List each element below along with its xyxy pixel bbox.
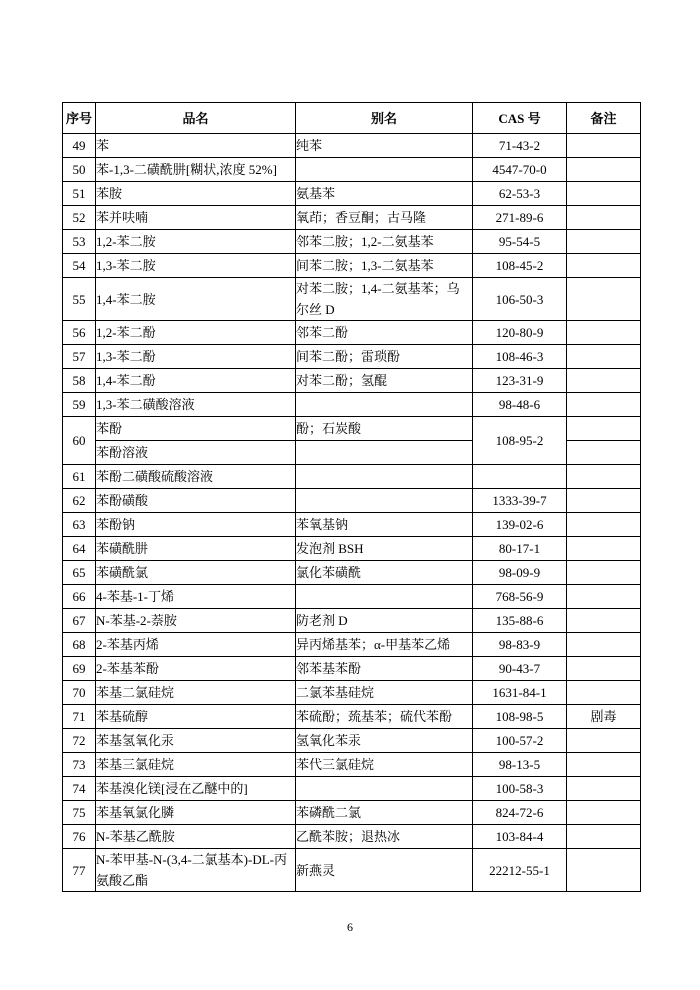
row-alias-cell: 纯苯 [296, 134, 473, 158]
row-cas-cell: 98-09-9 [473, 561, 567, 585]
table-row [63, 609, 641, 633]
table-row [63, 705, 641, 729]
row-cas-cell: 106-50-3 [473, 278, 567, 321]
row-no-cell: 55 [63, 278, 96, 321]
row-no-cell: 76 [63, 825, 96, 849]
header-cell-alias: 别名 [296, 103, 473, 134]
row-no-cell: 75 [63, 801, 96, 825]
row-name-cell: 苯酚钠 [96, 513, 296, 537]
chemicals-table [62, 102, 641, 892]
row-note-cell [567, 321, 641, 345]
row-no-cell: 51 [63, 182, 96, 206]
table-row [63, 561, 641, 585]
row-alias-cell: 异丙烯基苯；α-甲基苯乙烯 [296, 633, 473, 657]
row-alias-cell: 对苯二酚；氢醌 [296, 369, 473, 393]
row-name-cell: N-苯甲基-N-(3,4-二氯基本)-DL-丙氨酸乙酯 [96, 849, 296, 892]
row-no-cell: 72 [63, 729, 96, 753]
row-cas-cell: 824-72-6 [473, 801, 567, 825]
row-no-cell: 50 [63, 158, 96, 182]
row-cas-cell: 22212-55-1 [473, 849, 567, 892]
row-no-cell: 68 [63, 633, 96, 657]
row-no-cell: 61 [63, 465, 96, 489]
table-row [63, 537, 641, 561]
row-no-cell: 77 [63, 849, 96, 892]
row-alias-cell: 氢氧化苯汞 [296, 729, 473, 753]
table-row [63, 345, 641, 369]
row-note-cell [567, 393, 641, 417]
header-cell-cas: CAS 号 [473, 103, 567, 134]
row-cas-cell: 1631-84-1 [473, 681, 567, 705]
row-alias-cell [296, 585, 473, 609]
row-note-cell [567, 182, 641, 206]
row-no-cell: 52 [63, 206, 96, 230]
row-note-cell [567, 417, 641, 441]
row-cas-cell: 108-98-5 [473, 705, 567, 729]
page-number: 6 [347, 920, 353, 934]
row-cas-cell: 62-53-3 [473, 182, 567, 206]
row-name-cell: 2-苯基苯酚 [96, 657, 296, 681]
row-cas-cell: 139-02-6 [473, 513, 567, 537]
row-note-cell [567, 681, 641, 705]
table-row [63, 369, 641, 393]
row-cas-cell: 95-54-5 [473, 230, 567, 254]
row-alias-cell: 苯代三氯硅烷 [296, 753, 473, 777]
table-row [63, 254, 641, 278]
row-alias-cell: 苯氧基钠 [296, 513, 473, 537]
row-name-cell: 苯-1,3-二磺酰肼[糊状,浓度 52%] [96, 158, 296, 182]
row-cas-cell: 271-89-6 [473, 206, 567, 230]
row-name-cell: 苯酚磺酸 [96, 489, 296, 513]
row-note-cell [567, 657, 641, 681]
row-note-cell [567, 158, 641, 182]
row-cas-cell: 90-43-7 [473, 657, 567, 681]
row-cas-cell: 108-46-3 [473, 345, 567, 369]
row-note-cell [567, 561, 641, 585]
row-note-cell [567, 537, 641, 561]
table-row [63, 278, 641, 321]
row-note-cell [567, 729, 641, 753]
row-alias-cell [296, 777, 473, 801]
table-row [63, 393, 641, 417]
row-note-cell [567, 206, 641, 230]
row-note-cell [567, 753, 641, 777]
row-name-cell: 苯基硫醇 [96, 705, 296, 729]
row-cas-cell: 103-84-4 [473, 825, 567, 849]
header-row [63, 103, 641, 134]
table-row [63, 729, 641, 753]
row-note-cell [567, 230, 641, 254]
row-alias-cell: 氧茚；香豆酮；古马隆 [296, 206, 473, 230]
row-alias-cell [296, 158, 473, 182]
row-cas-cell: 768-56-9 [473, 585, 567, 609]
row-cas-cell: 98-83-9 [473, 633, 567, 657]
row-name-cell: 1,2-苯二胺 [96, 230, 296, 254]
row-no-cell: 62 [63, 489, 96, 513]
row-alias-cell: 氯化苯磺酰 [296, 561, 473, 585]
header-cell-no: 序号 [63, 103, 96, 134]
row-note-cell: 剧毒 [567, 705, 641, 729]
table-row [63, 206, 641, 230]
table-row [63, 489, 641, 513]
row-note-cell [567, 801, 641, 825]
table-row [63, 134, 641, 158]
row-note-cell [567, 465, 641, 489]
table-row [63, 681, 641, 705]
row-alias-cell [296, 489, 473, 513]
row-name-cell: 4-苯基-1-丁烯 [96, 585, 296, 609]
row-name-cell: 苯并呋喃 [96, 206, 296, 230]
row-name-cell: 苯酚 [96, 417, 296, 441]
row-no-cell: 69 [63, 657, 96, 681]
row-alias-cell: 氨基苯 [296, 182, 473, 206]
table-row [63, 753, 641, 777]
table-header [63, 103, 641, 134]
row-note-cell [567, 441, 641, 465]
table-row [63, 585, 641, 609]
row-name-cell: 1,3-苯二胺 [96, 254, 296, 278]
row-no-cell: 74 [63, 777, 96, 801]
row-no-cell: 65 [63, 561, 96, 585]
row-alias-cell [296, 393, 473, 417]
row-note-cell [567, 278, 641, 321]
row-note-cell [567, 254, 641, 278]
row-alias-cell: 新燕灵 [296, 849, 473, 892]
row-cas-cell [473, 465, 567, 489]
row-no-cell: 60 [63, 417, 96, 465]
row-name-cell: N-苯基乙酰胺 [96, 825, 296, 849]
row-name-cell: 1,4-苯二胺 [96, 278, 296, 321]
table-row [63, 465, 641, 489]
table-body [63, 134, 641, 892]
table-row [63, 321, 641, 345]
table-row [63, 230, 641, 254]
row-cas-cell: 98-48-6 [473, 393, 567, 417]
row-alias-cell: 防老剂 D [296, 609, 473, 633]
table-row [63, 825, 641, 849]
row-no-cell: 58 [63, 369, 96, 393]
row-alias-cell: 酚；石炭酸 [296, 417, 473, 441]
row-no-cell: 71 [63, 705, 96, 729]
row-name-cell: 苯胺 [96, 182, 296, 206]
table-row [63, 513, 641, 537]
row-cas-cell: 1333-39-7 [473, 489, 567, 513]
row-name-cell: 苯基三氯硅烷 [96, 753, 296, 777]
row-alias-cell: 发泡剂 BSH [296, 537, 473, 561]
row-no-cell: 63 [63, 513, 96, 537]
row-note-cell [567, 134, 641, 158]
row-name-cell: 苯酚二磺酸硫酸溶液 [96, 465, 296, 489]
table-row [63, 657, 641, 681]
row-cas-cell: 80-17-1 [473, 537, 567, 561]
row-alias-cell: 邻苯二酚 [296, 321, 473, 345]
row-note-cell [567, 585, 641, 609]
row-name-cell: 1,2-苯二酚 [96, 321, 296, 345]
row-no-cell: 70 [63, 681, 96, 705]
row-alias-cell: 间苯二胺；1,3-二氨基苯 [296, 254, 473, 278]
row-alias-cell [296, 441, 473, 465]
row-no-cell: 59 [63, 393, 96, 417]
row-note-cell [567, 777, 641, 801]
row-cas-cell: 123-31-9 [473, 369, 567, 393]
row-cas-cell: 100-58-3 [473, 777, 567, 801]
row-cas-cell: 108-45-2 [473, 254, 567, 278]
row-no-cell: 67 [63, 609, 96, 633]
table-row [63, 158, 641, 182]
row-note-cell [567, 849, 641, 892]
row-cas-cell: 71-43-2 [473, 134, 567, 158]
row-alias-cell: 对苯二胺；1,4-二氨基苯；乌尔丝 D [296, 278, 473, 321]
row-name-cell: 苯基溴化镁[浸在乙醚中的] [96, 777, 296, 801]
row-cas-cell: 120-80-9 [473, 321, 567, 345]
row-alias-cell: 邻苯二胺；1,2-二氨基苯 [296, 230, 473, 254]
row-name-cell: 1,3-苯二磺酸溶液 [96, 393, 296, 417]
row-no-cell: 54 [63, 254, 96, 278]
row-cas-cell: 108-95-2 [473, 417, 567, 465]
row-cas-cell: 135-88-6 [473, 609, 567, 633]
row-alias-cell: 苯磷酰二氯 [296, 801, 473, 825]
row-note-cell [567, 345, 641, 369]
row-cas-cell: 98-13-5 [473, 753, 567, 777]
row-no-cell: 64 [63, 537, 96, 561]
row-no-cell: 57 [63, 345, 96, 369]
row-name-cell: N-苯基-2-萘胺 [96, 609, 296, 633]
row-name-cell: 苯 [96, 134, 296, 158]
row-name-cell: 苯磺酰氯 [96, 561, 296, 585]
row-name-cell: 苯基二氯硅烷 [96, 681, 296, 705]
row-name-cell: 苯磺酰肼 [96, 537, 296, 561]
table-row [63, 417, 641, 441]
row-cas-cell: 4547-70-0 [473, 158, 567, 182]
row-name-cell: 苯基氢氧化汞 [96, 729, 296, 753]
table-row [63, 801, 641, 825]
row-note-cell [567, 513, 641, 537]
row-name-cell: 苯基氧氯化膦 [96, 801, 296, 825]
row-name-cell: 1,4-苯二酚 [96, 369, 296, 393]
row-note-cell [567, 489, 641, 513]
row-alias-cell [296, 465, 473, 489]
row-name-cell: 1,3-苯二酚 [96, 345, 296, 369]
row-no-cell: 49 [63, 134, 96, 158]
table-row [63, 777, 641, 801]
row-name-cell: 2-苯基丙烯 [96, 633, 296, 657]
row-no-cell: 53 [63, 230, 96, 254]
row-note-cell [567, 825, 641, 849]
row-alias-cell: 乙酰苯胺；退热冰 [296, 825, 473, 849]
row-alias-cell: 邻苯基苯酚 [296, 657, 473, 681]
row-name-cell: 苯酚溶液 [96, 441, 296, 465]
row-note-cell [567, 369, 641, 393]
row-no-cell: 73 [63, 753, 96, 777]
table-row [63, 849, 641, 892]
row-note-cell [567, 633, 641, 657]
row-cas-cell: 100-57-2 [473, 729, 567, 753]
row-note-cell [567, 609, 641, 633]
row-no-cell: 66 [63, 585, 96, 609]
row-no-cell: 56 [63, 321, 96, 345]
row-alias-cell: 苯硫酚；巯基苯；硫代苯酚 [296, 705, 473, 729]
row-alias-cell: 二氯苯基硅烷 [296, 681, 473, 705]
table-row [63, 182, 641, 206]
header-cell-note: 备注 [567, 103, 641, 134]
header-cell-name: 品名 [96, 103, 296, 134]
row-alias-cell: 间苯二酚；雷琐酚 [296, 345, 473, 369]
table-row [63, 633, 641, 657]
